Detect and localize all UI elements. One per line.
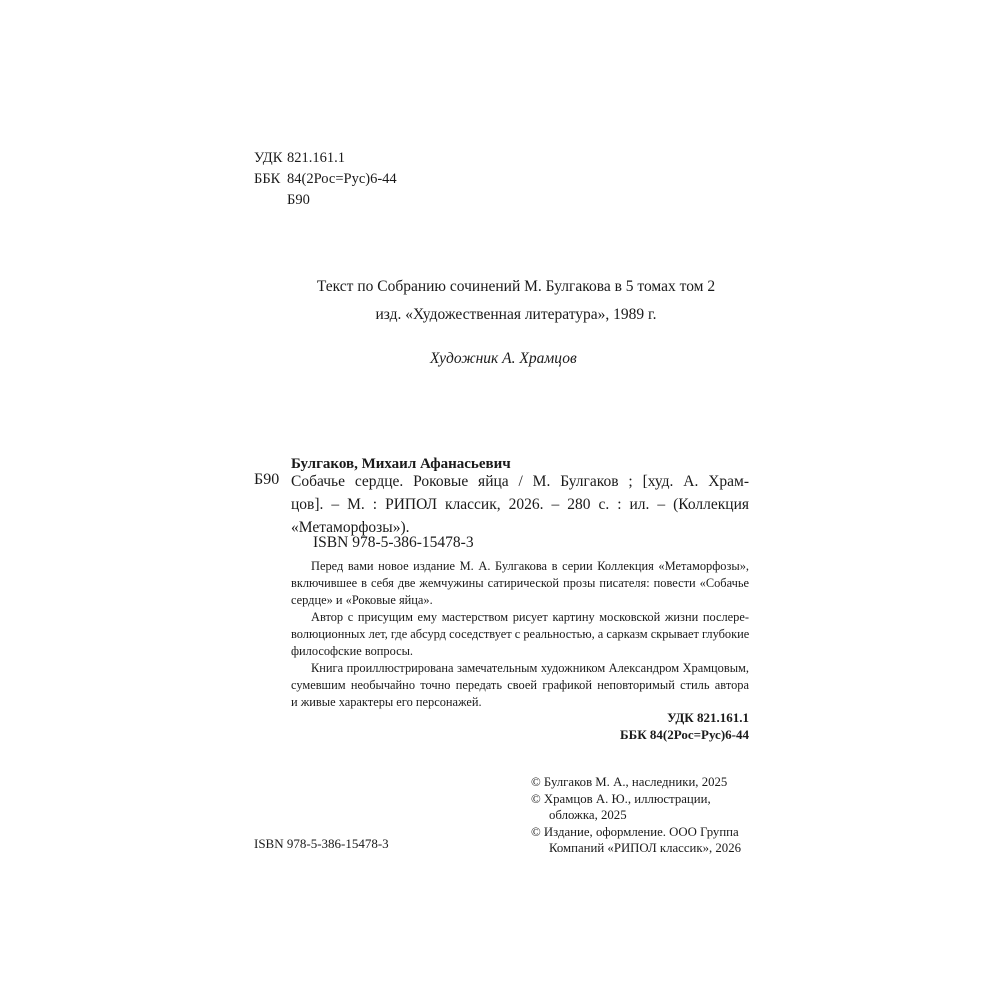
annotation-line: философские вопросы. (291, 644, 414, 658)
edition-note-line1: Текст по Собранию сочинений М. Булгакова в 5 томах том 2 (316, 278, 716, 295)
bbk-label: ББК (254, 171, 281, 187)
copyright-publisher-cont: Компаний «РИПОЛ классик», 2026 (549, 841, 742, 855)
artist-credit: Художник А. Храмцов (430, 350, 577, 367)
udk-value: 821.161.1 (287, 150, 345, 166)
copyright-notices (531, 774, 749, 857)
edition-note-line2: изд. «Художественная литература», 1989 г. (375, 306, 657, 323)
copyright-publisher: © Издание, оформление. ООО Группа (531, 824, 739, 839)
annotation-line: волюционных лет, где абсурд соседствует с реальностью, а сарказм скрывает глубокие (291, 627, 750, 641)
edition-note (250, 273, 782, 329)
annotation (291, 558, 749, 711)
annotation-line: включившее в себя две жемчужины сатирической прозы писателя: повести «Собачье (291, 576, 749, 590)
copyright-illustrations-cont: обложка, 2025 (549, 808, 627, 822)
footer-udk: УДК 821.161.1 (667, 710, 749, 725)
biblio-line: Собачье сердце. Роковые яйца / М. Булгаков ; [худ. А. Храм- (291, 473, 749, 490)
footer-classification (540, 709, 749, 743)
bbk-value: 84(2Рос=Рус)6-44 (287, 171, 397, 187)
author-mark-top: Б90 (287, 192, 310, 208)
annotation-line: сумевшим необычайно точно передать своей графикой неповторимый стиль автора (291, 678, 749, 692)
catalog-isbn: ISBN 978-5-386-15478-3 (313, 534, 474, 551)
catalog-author-mark: Б90 (254, 471, 280, 488)
annotation-line: Автор с присущим ему мастерством рисует картину московской жизни послере- (311, 610, 749, 624)
annotation-line: сердце» и «Роковые яйца». (291, 593, 433, 607)
udk-line (254, 148, 454, 169)
footer-bbk: ББК 84(2Рос=Рус)6-44 (620, 727, 749, 742)
bibliographic-description (291, 470, 749, 539)
isbn-bottom: ISBN 978-5-386-15478-3 (254, 836, 389, 851)
catalog-author-heading: Булгаков, Михаил Афанасьевич (291, 456, 511, 472)
classification-block (254, 148, 454, 214)
bbk-line (254, 169, 454, 190)
annotation-line: Перед вами новое издание М. А. Булгакова в серии Коллекция «Метаморфозы», (311, 559, 749, 573)
author-mark-line (254, 190, 454, 211)
udk-label: УДК (254, 150, 283, 166)
annotation-line: Книга проиллюстрирована замечательным художником Александром Храмцовым, (311, 661, 749, 675)
copyright-illustrations: © Храмцов А. Ю., иллюстрации, (531, 791, 711, 806)
biblio-line: цов]. – М. : РИПОЛ классик, 2026. – 280 с. : ил. – (Коллекция (291, 496, 749, 513)
annotation-line: и живые характеры его персонажей. (291, 695, 482, 709)
copyright-author-heirs: © Булгаков М. А., наследники, 2025 (531, 775, 728, 789)
biblio-line: «Метаморфозы»). (291, 519, 410, 536)
